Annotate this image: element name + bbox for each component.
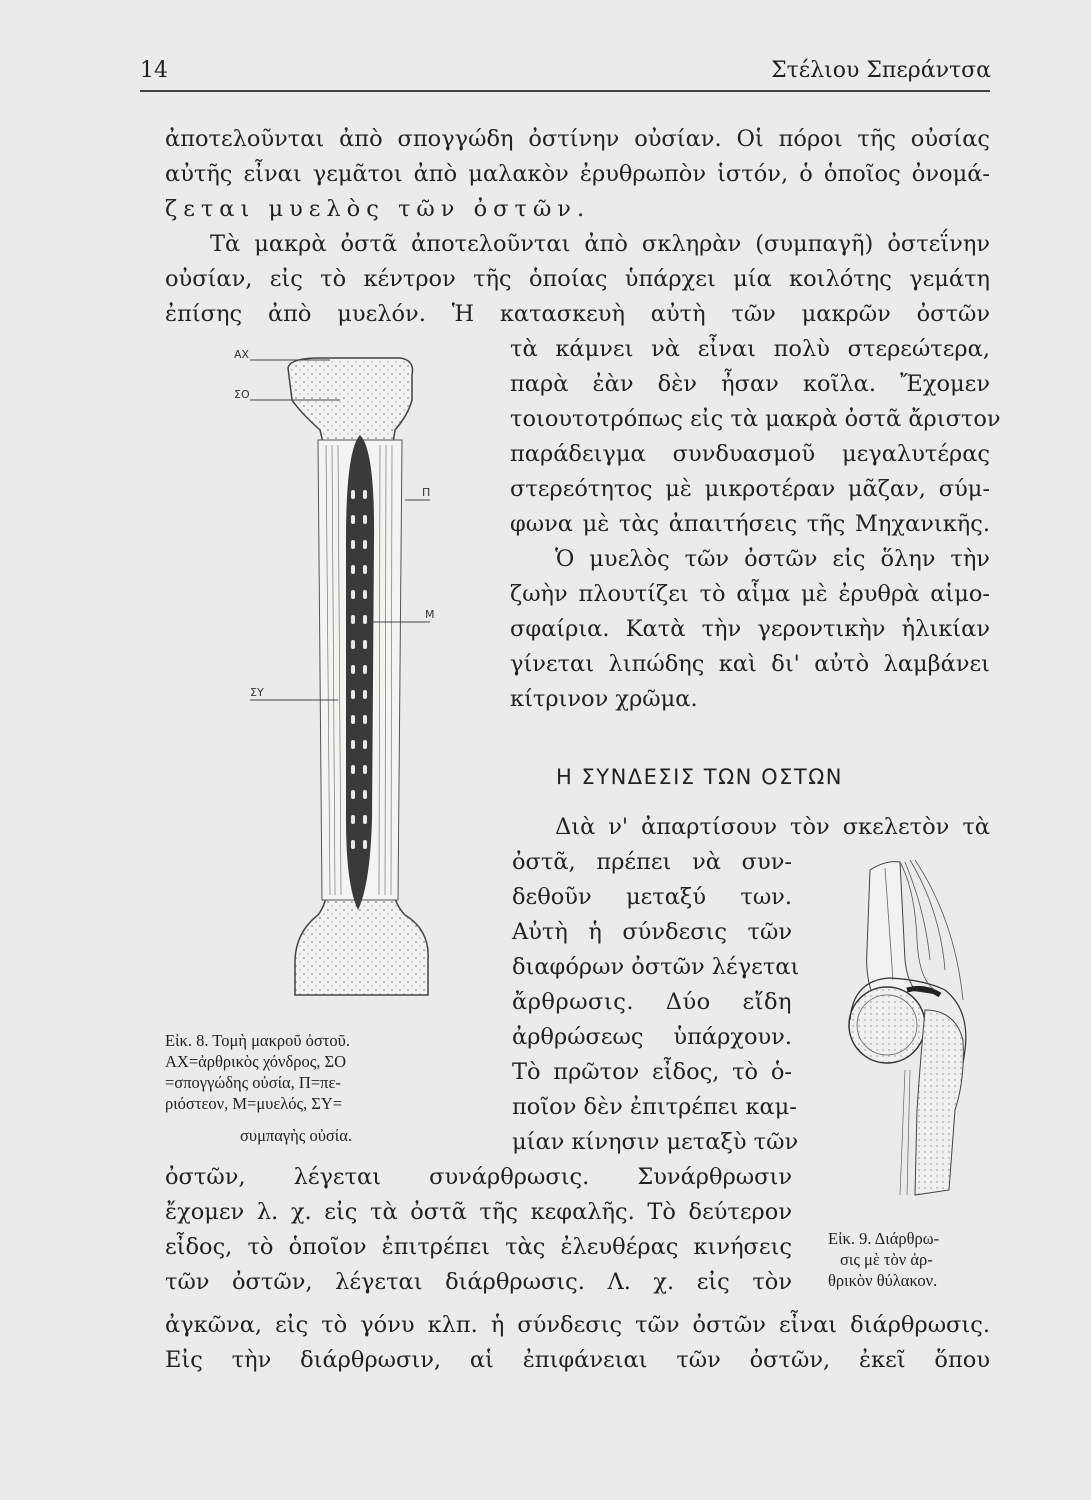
text-line: παράδειγμα συνδυασμοῦ μεγαλυτέρας	[510, 441, 990, 467]
figure-9-elbow-joint	[845, 850, 990, 1210]
text-line: ἀρθρώσεως ὑπάρχουν.	[512, 1024, 792, 1050]
text-line: ἀποτελοῦνται ἀπὸ σπογγώδη ὀστίνην οὐσίαν. Οἱ πόροι τῆς οὐσίας	[165, 126, 990, 152]
text-line: κίτρινον χρῶμα.	[510, 686, 698, 712]
figure-8-caption-line: ΑΧ=ἀρθρικὸς χόνδρος, ΣΟ	[165, 1052, 347, 1071]
page-number: 14	[140, 58, 168, 83]
text-line: στερεότητος μὲ μικροτέραν μᾶζαν, σύμ-	[510, 476, 990, 502]
text-line: διαφόρων ὀστῶν λέγεται	[512, 954, 800, 980]
figure-label-p: Π	[422, 486, 431, 499]
figure-8-caption-line: συμπαγὴς οὐσία.	[240, 1126, 352, 1145]
text-line: ἐπίσης ἀπὸ μυελόν. Ἡ κατασκευὴ αὐτὴ τῶν μακρῶν ὀστῶν	[165, 301, 990, 327]
text-line: εἶδος, τὸ ὁποῖον ἐπιτρέπει τὰς ἐλευθέρας κινήσεις	[165, 1234, 792, 1260]
text-line: σφαίρια. Κατὰ τὴν γεροντικὴν ἡλικίαν	[510, 616, 990, 642]
text-line: αὐτῆς εἶναι γεμᾶτοι ἀπὸ μαλακὸν ἐρυθρωπὸν ἱστόν, ὁ ὁποῖος ὀνομά-	[165, 161, 990, 187]
running-header-author: Στέλιου Σπεράντσα	[771, 58, 991, 83]
text-line: ἔχομεν λ. χ. εἰς τὰ ὀστᾶ τῆς κεφαλῆς. Τὸ δεύτερον	[165, 1199, 792, 1225]
figure-9-caption-line: Εἰκ. 9. Διάρθρω-	[828, 1229, 940, 1248]
figure-label-m: Μ	[425, 608, 435, 621]
text-line: γίνεται λιπώδης καὶ δι' αὐτὸ λαμβάνει	[510, 651, 990, 677]
figure-label-sy: ΣΥ	[250, 686, 264, 699]
text-line: ποῖον δὲν ἐπιτρέπει καμ-	[512, 1094, 797, 1120]
text-line: τὰ κάμνει νὰ εἶναι πολὺ στερεώτερα,	[510, 336, 990, 362]
text-line: τῶν ὀστῶν, λέγεται διάρθρωσις. Λ. χ. εἰς τὸν	[165, 1269, 792, 1295]
text-line: παρὰ ἐὰν δὲν ἦσαν κοῖλα. Ἔχομεν	[510, 371, 990, 397]
text-line: οὐσίαν, εἰς τὸ κέντρον τῆς ὁποίας ὑπάρχει μία κοιλότης γεμάτη	[165, 266, 990, 292]
figure-9-caption-line: σις μὲ τὸν ἀρ-	[840, 1250, 933, 1269]
text-line: ὀστῶν, λέγεται συνάρθρωσις. Συνάρθρωσιν	[165, 1164, 792, 1190]
text-line: Αὐτὴ ἡ σύνδεσις τῶν	[512, 919, 792, 945]
figure-label-so: ΣΟ	[234, 388, 250, 401]
text-line: δεθοῦν μεταξύ των.	[512, 884, 792, 910]
text-line: φωνα μὲ τὰς ἀπαιτήσεις τῆς Μηχανικῆς.	[510, 511, 990, 537]
text-line: ἄρθρωσις. Δύο εἴδη	[512, 989, 792, 1015]
text-line: Διὰ ν' ἀπαρτίσουν τὸν σκελετὸν τὰ	[555, 814, 990, 840]
figure-label-ax: ΑΧ	[234, 348, 250, 361]
figure-8-long-bone-section	[230, 340, 450, 1010]
text-line: Τὰ μακρὰ ὀστᾶ ἀποτελοῦνται ἀπὸ σκληρὰν (συμπαγῆ) ὀστεΐνην	[210, 231, 990, 257]
text-line: ἀγκῶνα, εἰς τὸ γόνυ κλπ. ἡ σύνδεσις τῶν ὀστῶν εἶναι διάρθρωσις.	[165, 1312, 990, 1338]
header-rule	[140, 90, 990, 92]
section-heading: Η ΣΥΝΔΕΣΙΣ ΤΩΝ ΟΣΤΩΝ	[556, 765, 843, 789]
text-line: ὀστᾶ, πρέπει νὰ συν-	[512, 849, 792, 875]
figure-8-caption-line: ριόστεον, Μ=μυελός, ΣΥ=	[165, 1094, 343, 1113]
figure-8-caption-line: Εἰκ. 8. Τομὴ μακροῦ ὀστοῦ.	[165, 1031, 350, 1050]
text-line: ζεται μυελὸς τῶν ὀστῶν.	[165, 196, 591, 222]
text-line: Τὸ πρῶτον εἶδος, τὸ ὁ-	[512, 1059, 792, 1085]
figure-9-caption-line: θρικὸν θύλακον.	[828, 1271, 938, 1290]
text-line: Ὁ μυελὸς τῶν ὀστῶν εἰς ὅλην τὴν	[555, 546, 990, 572]
figure-8-caption-line: =σπογγώδης οὐσία, Π=πε-	[165, 1073, 341, 1092]
text-line: ζωὴν πλουτίζει τὸ αἷμα μὲ ἐρυθρὰ αἱμο-	[510, 581, 990, 607]
text-line: Εἰς τὴν διάρθρωσιν, αἱ ἐπιφάνειαι τῶν ὀστῶν, ἐκεῖ ὅπου	[165, 1347, 990, 1373]
text-line: μίαν κίνησιν μεταξὺ τῶν	[512, 1129, 799, 1155]
text-line: τοιουτοτρόπως εἰς τὰ μακρὰ ὀστᾶ ἄριστον	[510, 406, 1001, 432]
